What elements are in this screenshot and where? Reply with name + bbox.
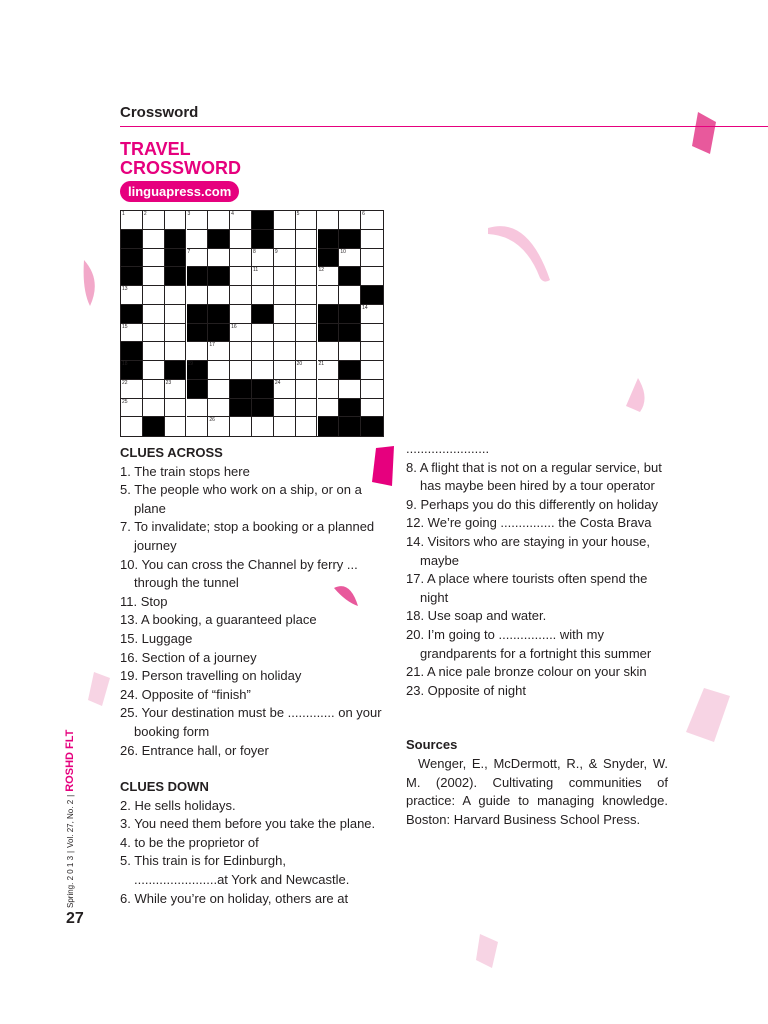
- grid-cell[interactable]: [274, 380, 296, 399]
- grid-cell[interactable]: [318, 380, 340, 399]
- grid-cell[interactable]: [230, 267, 252, 286]
- clue-number: 16: [231, 323, 237, 330]
- clue-number: 15: [122, 323, 128, 330]
- grid-cell[interactable]: [274, 249, 296, 268]
- grid-cell[interactable]: [230, 230, 252, 249]
- petal-decoration: [626, 378, 648, 412]
- grid-cell[interactable]: [230, 417, 252, 436]
- petal-decoration: [476, 934, 498, 968]
- grid-cell[interactable]: [208, 211, 230, 230]
- clue-item: 5. The people who work on a ship, or on a plane: [120, 482, 362, 516]
- grid-cell[interactable]: [165, 380, 187, 399]
- grid-cell[interactable]: [121, 399, 143, 418]
- grid-cell[interactable]: [121, 324, 143, 343]
- clue-number: 11: [253, 267, 259, 274]
- grid-cell[interactable]: [296, 324, 318, 343]
- clue-number: 25: [122, 398, 128, 405]
- grid-cell[interactable]: [143, 286, 165, 305]
- clue-number: 23: [165, 379, 172, 386]
- grid-cell[interactable]: [165, 211, 187, 230]
- grid-cell-black: [252, 230, 274, 249]
- grid-cell-black: [187, 267, 209, 286]
- grid-cell-black: [339, 324, 361, 343]
- grid-cell[interactable]: [296, 342, 318, 361]
- grid-cell[interactable]: [296, 380, 318, 399]
- grid-cell-black: [361, 417, 383, 436]
- footer-magazine: ROSHD FLT: [64, 729, 76, 792]
- grid-cell[interactable]: [296, 211, 318, 230]
- grid-cell[interactable]: [230, 342, 252, 361]
- grid-cell[interactable]: [143, 380, 165, 399]
- grid-cell[interactable]: [208, 249, 230, 268]
- clue-item: 9. Perhaps you do this differently on holiday: [406, 496, 658, 512]
- grid-cell-black: [318, 417, 340, 436]
- grid-cell[interactable]: [296, 286, 318, 305]
- grid-cell[interactable]: [121, 380, 143, 399]
- grid-cell-black: [121, 361, 143, 380]
- grid-cell[interactable]: [318, 342, 340, 361]
- clue-number: 20: [296, 361, 303, 367]
- grid-cell-black: [187, 361, 209, 380]
- grid-cell-black: [252, 380, 274, 399]
- petal-decoration: [80, 260, 100, 306]
- clue-number: 18: [122, 361, 128, 367]
- grid-cell[interactable]: [208, 399, 230, 418]
- clue-number: 1: [122, 211, 125, 217]
- grid-cell-black: [339, 267, 361, 286]
- grid-cell[interactable]: [274, 267, 296, 286]
- grid-cell[interactable]: [252, 361, 274, 380]
- grid-cell[interactable]: [143, 267, 165, 286]
- grid-cell-black: [252, 211, 274, 230]
- grid-cell[interactable]: [296, 417, 318, 436]
- grid-cell[interactable]: [230, 305, 252, 324]
- grid-cell-black: [165, 361, 187, 380]
- grid-cell-black: [165, 267, 187, 286]
- grid-cell-black: [318, 249, 340, 268]
- grid-cell[interactable]: [143, 324, 165, 343]
- clue-item: 26. Entrance hall, or foyer: [120, 742, 269, 758]
- clue-number: 4: [231, 211, 234, 217]
- clue-number: 26: [209, 417, 215, 424]
- grid-cell-black: [187, 380, 209, 399]
- grid-cell-black: [165, 249, 187, 268]
- grid-cell[interactable]: [187, 286, 209, 305]
- clue-item: 8. A flight that is not on a regular service, but has maybe been hired by a tour operator: [406, 459, 662, 494]
- clue-number: 12: [318, 267, 325, 274]
- petal-decoration: [488, 222, 554, 284]
- clue-number: 9: [274, 248, 278, 255]
- grid-cell[interactable]: [296, 305, 318, 324]
- grid-cell[interactable]: [143, 399, 165, 418]
- grid-cell-black: [339, 230, 361, 249]
- grid-cell[interactable]: [318, 286, 340, 305]
- grid-cell[interactable]: [339, 211, 361, 230]
- grid-cell[interactable]: [296, 361, 318, 380]
- grid-cell[interactable]: [296, 230, 318, 249]
- clue-number: 13: [122, 286, 128, 292]
- grid-cell[interactable]: [165, 399, 187, 418]
- grid-cell[interactable]: [318, 267, 340, 286]
- grid-cell[interactable]: [143, 230, 165, 249]
- clue-item: .......................: [406, 441, 490, 456]
- grid-cell-black: [318, 324, 340, 343]
- grid-cell[interactable]: [230, 286, 252, 305]
- clue-item: 20. I’m going to ................ with my grandparents for a fortnight this summer: [406, 626, 652, 661]
- clue-number: 19: [187, 361, 194, 367]
- grid-cell-black: [339, 305, 361, 324]
- grid-cell-black: [187, 324, 209, 343]
- grid-cell[interactable]: [361, 230, 383, 249]
- clue-item: 16. Section of a journey: [120, 649, 257, 665]
- grid-cell-black: [208, 267, 230, 286]
- clue-item: 23. Opposite of night: [406, 682, 526, 698]
- grid-cell[interactable]: [143, 342, 165, 361]
- title-line-1: TRAVEL: [120, 139, 191, 159]
- title-line-2: CROSSWORD: [120, 158, 241, 178]
- clue-item: 1. The train stops here: [120, 463, 250, 479]
- clues-across-heading: CLUES ACROSS: [120, 445, 223, 460]
- grid-cell[interactable]: [230, 361, 252, 380]
- grid-cell[interactable]: [165, 417, 187, 436]
- grid-cell-black: [318, 305, 340, 324]
- clue-item: 12. We’re going ............... the Costa Brava: [406, 515, 652, 531]
- grid-cell[interactable]: [361, 324, 383, 343]
- clues-column-left: [120, 444, 382, 908]
- clue-item: 10. You can cross the Channel by ferry ... through the tunnel: [120, 556, 358, 591]
- header-rule: [120, 126, 768, 127]
- grid-cell[interactable]: [361, 361, 383, 380]
- clue-item: 17. A place where tourists often spend the night: [406, 571, 648, 605]
- grid-cell[interactable]: [165, 305, 187, 324]
- grid-cell[interactable]: [274, 286, 296, 305]
- grid-cell[interactable]: [208, 417, 230, 436]
- grid-cell[interactable]: [361, 211, 383, 230]
- grid-cell[interactable]: [143, 361, 165, 380]
- grid-cell[interactable]: [252, 324, 274, 343]
- grid-cell[interactable]: [274, 342, 296, 361]
- grid-cell[interactable]: [143, 249, 165, 268]
- grid-cell[interactable]: [187, 417, 209, 436]
- clue-number: 8: [253, 248, 256, 255]
- clues-column-right: [406, 440, 668, 829]
- grid-cell[interactable]: [187, 249, 209, 268]
- clue-item: 13. A booking, a guaranteed place: [120, 612, 317, 628]
- grid-cell[interactable]: [187, 342, 209, 361]
- grid-cell[interactable]: [208, 361, 230, 380]
- grid-cell[interactable]: [230, 324, 252, 343]
- grid-cell[interactable]: [208, 342, 230, 361]
- grid-cell[interactable]: [361, 305, 383, 324]
- grid-cell[interactable]: [121, 286, 143, 305]
- grid-cell[interactable]: [187, 211, 209, 230]
- grid-cell[interactable]: [165, 342, 187, 361]
- sources-text: Wenger, E., McDermott, R., & Snyder, W. M. (2002). Cultivating communities of practice: A guide to managing knowledge. Boston: Harvard Business School Press.: [406, 755, 668, 827]
- clue-item: 19. Person travelling on holiday: [120, 668, 302, 684]
- grid-cell-black: [318, 230, 340, 249]
- clue-item: 4. to be the proprietor of: [120, 834, 259, 850]
- grid-cell[interactable]: [230, 249, 252, 268]
- grid-cell-black: [339, 417, 361, 436]
- clue-number: 5: [296, 211, 300, 217]
- clues-across-list: [120, 463, 382, 761]
- grid-cell[interactable]: [143, 211, 165, 230]
- clue-number: 6: [362, 211, 365, 217]
- footer-volume: Vol. 27, No. 2: [65, 799, 75, 848]
- grid-cell[interactable]: [339, 249, 361, 268]
- grid-cell-black: [361, 286, 383, 305]
- petal-decoration: [88, 672, 110, 706]
- section-label: Crossword: [120, 104, 199, 121]
- clue-item: 15. Luggage: [120, 630, 193, 646]
- grid-cell-black: [208, 324, 230, 343]
- grid-cell[interactable]: [361, 380, 383, 399]
- crossword-grid: [120, 210, 384, 437]
- petal-decoration: [686, 688, 730, 742]
- grid-cell[interactable]: [318, 399, 340, 418]
- grid-cell[interactable]: [187, 230, 209, 249]
- clue-number: 10: [340, 248, 346, 255]
- grid-cell-black: [121, 267, 143, 286]
- grid-cell-black: [121, 249, 143, 268]
- grid-cell-black: [339, 399, 361, 418]
- grid-cell-black: [121, 230, 143, 249]
- grid-cell[interactable]: [165, 286, 187, 305]
- clue-item: 2. He sells holidays.: [120, 797, 236, 813]
- clue-item: 14. Visitors who are staying in your house, maybe: [406, 533, 651, 568]
- clue-number: 21: [318, 361, 325, 367]
- grid-cell[interactable]: [208, 286, 230, 305]
- grid-cell[interactable]: [274, 399, 296, 418]
- petal-decoration: [692, 112, 718, 154]
- grid-cell-black: [252, 305, 274, 324]
- grid-cell[interactable]: [252, 249, 274, 268]
- grid-cell[interactable]: [165, 324, 187, 343]
- clue-number: 7: [187, 248, 191, 255]
- grid-cell[interactable]: [208, 380, 230, 399]
- page-title: [120, 140, 241, 178]
- clue-number: 17: [209, 342, 215, 349]
- grid-cell[interactable]: [252, 417, 274, 436]
- grid-cell[interactable]: [339, 342, 361, 361]
- grid-cell-black: [165, 230, 187, 249]
- grid-cell-black: [230, 380, 252, 399]
- clue-item: 25. Your destination must be ............. on your booking form: [120, 705, 382, 739]
- grid-cell[interactable]: [143, 305, 165, 324]
- grid-cell[interactable]: [274, 211, 296, 230]
- grid-cell[interactable]: [339, 380, 361, 399]
- clue-item: 7. To invalidate; stop a booking or a planned journey: [120, 519, 375, 553]
- grid-cell[interactable]: [252, 267, 274, 286]
- grid-cell-black: [252, 399, 274, 418]
- source-badge: linguapress.com: [120, 181, 239, 202]
- grid-cell[interactable]: [296, 399, 318, 418]
- grid-cell[interactable]: [121, 211, 143, 230]
- grid-cell[interactable]: [274, 417, 296, 436]
- grid-cell[interactable]: [274, 305, 296, 324]
- clue-item: 6. While you’re on holiday, others are at: [120, 890, 349, 906]
- footer-season: Spring. 2 0 1 3: [65, 855, 75, 908]
- page-number: 27: [66, 910, 84, 927]
- grid-cell[interactable]: [230, 211, 252, 230]
- grid-cell[interactable]: [318, 361, 340, 380]
- grid-cell-black: [187, 305, 209, 324]
- grid-cell-black: [208, 230, 230, 249]
- clues-down-list-continued: [406, 440, 668, 700]
- grid-cell-black: [230, 399, 252, 418]
- clue-item: 5. This train is for Edinburgh, .......................at York and Newcastle.: [120, 853, 350, 888]
- grid-cell[interactable]: [252, 342, 274, 361]
- grid-cell[interactable]: [361, 342, 383, 361]
- clues-down-heading: CLUES DOWN: [120, 779, 209, 795]
- clue-number: 2: [143, 211, 147, 217]
- grid-cell[interactable]: [361, 249, 383, 268]
- clue-number: 24: [274, 379, 281, 386]
- grid-cell[interactable]: [296, 267, 318, 286]
- clue-number: 22: [122, 379, 128, 386]
- grid-cell-black: [143, 417, 165, 436]
- grid-cell[interactable]: [296, 249, 318, 268]
- clue-number: 14: [362, 304, 368, 311]
- clue-item: 24. Opposite of “finish”: [120, 686, 251, 702]
- grid-cell[interactable]: [121, 417, 143, 436]
- grid-cell[interactable]: [187, 399, 209, 418]
- grid-cell-black: [121, 305, 143, 324]
- grid-cell[interactable]: [339, 286, 361, 305]
- sources-heading: Sources: [406, 737, 458, 753]
- grid-cell[interactable]: [361, 267, 383, 286]
- clues-down-list: [120, 797, 382, 909]
- grid-cell[interactable]: [318, 211, 340, 230]
- grid-cell[interactable]: [274, 361, 296, 380]
- clue-number: 3: [187, 211, 191, 217]
- grid-cell-black: [121, 342, 143, 361]
- clue-item: 21. A nice pale bronze colour on your skin: [406, 664, 647, 680]
- grid-cell[interactable]: [274, 230, 296, 249]
- grid-cell[interactable]: [274, 324, 296, 343]
- clue-item: 3. You need them before you take the plane.: [120, 816, 376, 832]
- grid-cell-black: [208, 305, 230, 324]
- clue-item: 18. Use soap and water.: [406, 608, 547, 624]
- grid-cell-black: [339, 361, 361, 380]
- grid-cell[interactable]: [252, 286, 274, 305]
- clue-item: 11. Stop: [120, 593, 168, 609]
- grid-cell[interactable]: [361, 399, 383, 418]
